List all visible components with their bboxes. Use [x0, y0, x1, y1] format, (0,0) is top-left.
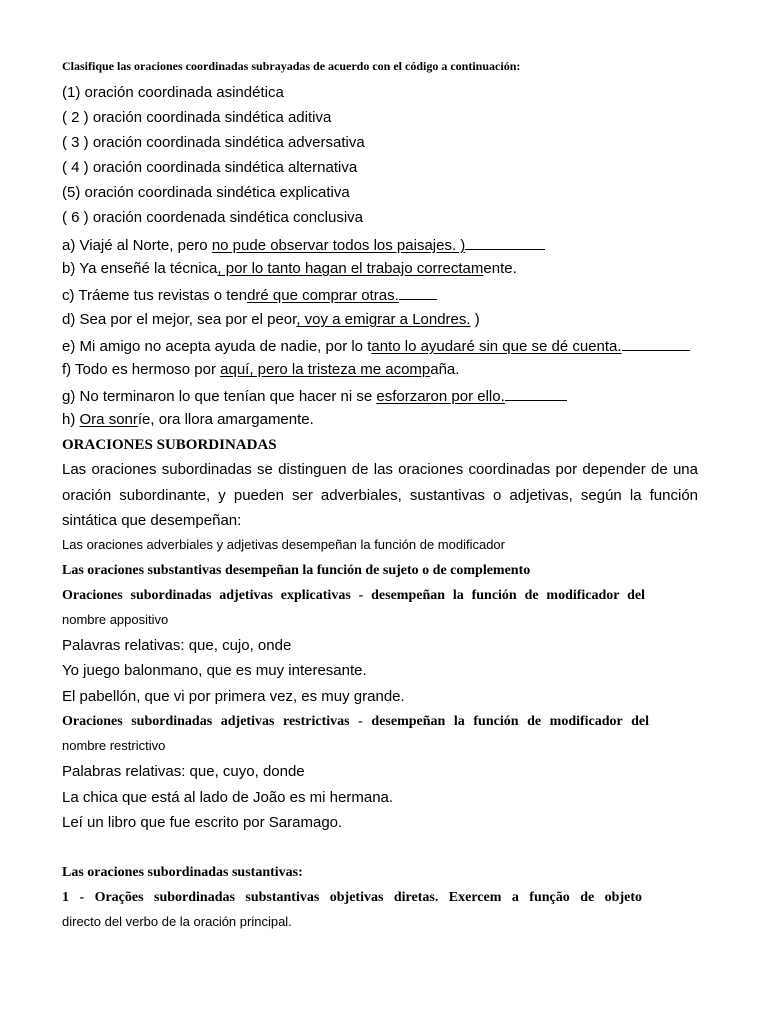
intro-line-3: sintática que desempeñan:: [62, 512, 242, 529]
exercise-a-underlined: no pude observar todos los paisajes. ): [211, 237, 466, 254]
code-3: ( 3 ) oración coordinada sindética adversativa: [62, 134, 365, 151]
explicativas-heading-cont: nombre appositivo: [62, 612, 169, 627]
exercise-a: [62, 235, 545, 255]
exercise-a-text: a) Viajé al Norte, pero: [62, 237, 212, 254]
exercise-g-underlined: esforzaron por ello.: [376, 388, 505, 405]
code-4: ( 4 ) oración coordinada sindética alternativa: [62, 159, 358, 176]
restrictivas-example-2: Leí un libro que fue escrito por Saramago.: [62, 814, 343, 831]
exercise-e-text: e) Mi amigo no acepta ayuda de nadie, por lo t: [62, 338, 372, 355]
exercise-e: [62, 336, 690, 356]
code-6: ( 6 ) oración coordenada sindética conclusiva: [62, 209, 364, 226]
code-1: (1) oración coordinada asindética: [62, 84, 284, 101]
exercise-d-underlined: , voy a emigrar a Londres.: [296, 311, 471, 328]
exercise-g: [62, 386, 567, 406]
restrictivas-heading: Oraciones subordinadas adjetivas restrictivas - desempeñan la función de modificador del: [62, 714, 649, 729]
restrictivas-example-1: La chica que está al lado de João es mi hermana.: [62, 789, 394, 806]
exercise-c-text: c) Tráeme tus revistas o ten: [62, 287, 248, 304]
answer-blank-e[interactable]: [622, 336, 690, 351]
instruction: Clasifique las oraciones coordinadas subrayadas de acuerdo con el código a continuación:: [62, 59, 521, 73]
exercise-c: [62, 285, 437, 305]
exercise-b: [62, 260, 517, 278]
section-heading-subordinadas: ORACIONES SUBORDINADAS: [62, 437, 277, 453]
exercise-d-tail: ): [470, 311, 480, 328]
substantivas-note: Las oraciones substantivas desempeñan la función de sujeto o de complemento: [62, 563, 531, 578]
exercise-h: [62, 411, 314, 429]
exercise-c-underlined: dré que comprar otras.: [247, 287, 399, 304]
intro-line-2: oración subordinante, y pueden ser adverbiales, sustantivas o adjetivas, según la función: [62, 487, 698, 504]
intro-line-1: Las oraciones subordinadas se distinguen de las oraciones coordinadas por depender de una: [62, 461, 698, 478]
sustantivas-heading: Las oraciones subordinadas sustantivas:: [62, 865, 303, 880]
objetivas-cont: directo del verbo de la oración principal.: [62, 914, 292, 929]
exercise-b-tail: ente.: [483, 260, 517, 277]
restrictivas-relativas: Palabras relativas: que, cuyo, donde: [62, 763, 305, 780]
explicativas-relativas: Palavras relativas: que, cujo, onde: [62, 637, 292, 654]
explicativas-heading: Oraciones subordinadas adjetivas explicativas - desempeñan la función de modificador del: [62, 588, 645, 603]
answer-blank-a[interactable]: [465, 235, 545, 250]
exercise-b-text: b) Ya enseñé la técnica: [62, 260, 218, 277]
exercise-d: [62, 311, 480, 329]
objetivas-heading: 1 - Orações subordinadas substantivas objetivas diretas. Exercem a função de objeto: [62, 890, 642, 905]
exercise-g-text: g) No terminaron lo que tenían que hacer ni se: [62, 388, 377, 405]
adverbiales-note: Las oraciones adverbiales y adjetivas desempeñan la función de modificador: [62, 537, 505, 552]
exercise-h-tail: íe, ora llora amargamente.: [137, 411, 314, 428]
exercise-h-underlined: Ora sonr: [79, 411, 138, 428]
code-5: (5) oración coordinada sindética explicativa: [62, 184, 350, 201]
answer-blank-c[interactable]: [399, 285, 437, 300]
exercise-b-underlined: , por lo tanto hagan el trabajo correctam: [217, 260, 484, 277]
exercise-h-text: h): [62, 411, 80, 428]
exercise-d-text: d) Sea por el mejor, sea por el peor: [62, 311, 297, 328]
answer-blank-g[interactable]: [505, 386, 567, 401]
exercise-f: [62, 361, 459, 379]
exercise-f-underlined: aquí, pero la tristeza me acomp: [220, 361, 431, 378]
restrictivas-heading-cont: nombre restrictivo: [62, 738, 166, 753]
exercise-e-underlined: anto lo ayudaré sin que se dé cuenta.: [371, 338, 622, 355]
explicativas-example-1: Yo juego balonmano, que es muy interesante.: [62, 662, 367, 679]
exercise-f-text: f) Todo es hermoso por: [62, 361, 221, 378]
explicativas-example-2: El pabellón, que vi por primera vez, es muy grande.: [62, 688, 405, 705]
exercise-f-tail: aña.: [430, 361, 460, 378]
code-2: ( 2 ) oración coordinada sindética aditiva: [62, 109, 332, 126]
